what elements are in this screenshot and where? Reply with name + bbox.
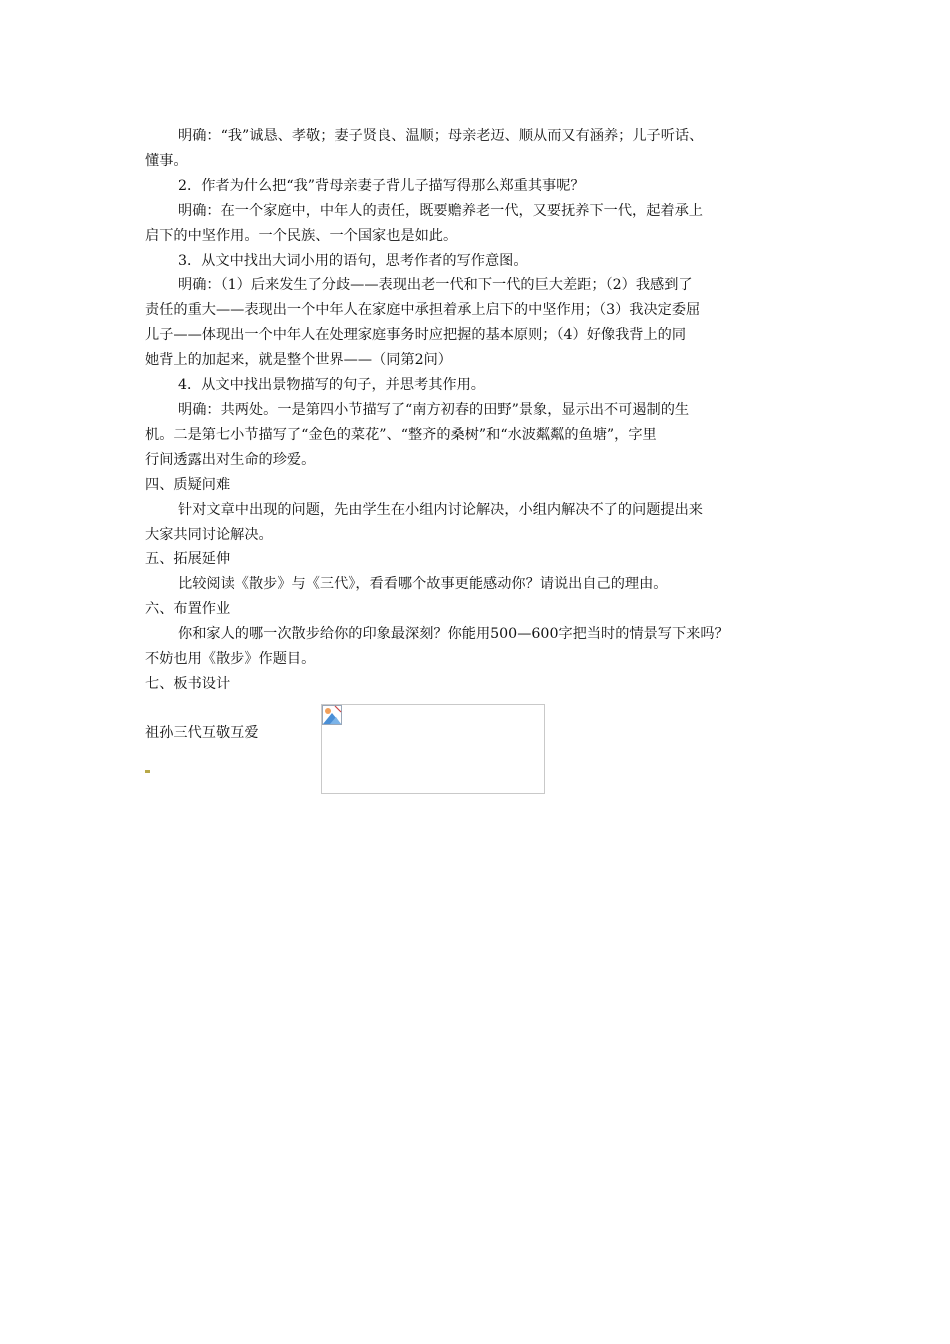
text-line: 3．从文中找出大词小用的语句，思考作者的写作意图。 [178,252,528,269]
text-line: 四、质疑问难 [145,476,231,493]
text-line: 明确：共两处。一是第四小节描写了“南方初春的田野”景象，显示出不可遏制的生 [178,401,690,418]
text-line: 机。二是第七小节描写了“金色的菜花”、“整齐的桑树”和“水波粼粼的鱼塘”，字里 [145,426,657,443]
text-line: 你和家人的哪一次散步给你的印象最深刻？你能用500—600字把当时的情景写下来吗？ [178,626,729,643]
text-line: 2．作者为什么把“我”背母亲妻子背儿子描写得那么郑重其事呢？ [178,177,585,194]
blackboard-design [145,704,565,804]
text-line: 责任的重大——表现出一个中年人在家庭中承担着承上启下的中坚作用；（3）我决定委屈 [145,302,701,319]
image-placeholder [321,704,545,794]
text-line: 七、板书设计 [145,675,231,692]
text-line: 行间透露出对生命的珍爱。 [145,451,316,468]
text-line: 明确：“我”诚恳、孝敬；妻子贤良、温顺；母亲老迈、顺从而又有涵养；儿子听话、 [178,128,704,144]
text-line: 比较阅读《散步》与《三代》，看看哪个故事更能感动你？请说出自己的理由。 [178,576,668,593]
text-line: 4．从文中找出景物描写的句子，并思考其作用。 [178,377,485,394]
text-line: 儿子——体现出一个中年人在处理家庭事务时应把握的基本原则；（4）好像我背上的同 [145,327,687,344]
text-line: 启下的中坚作用。一个民族、一个国家也是如此。 [145,227,458,244]
text-line: 六、布置作业 [145,601,231,618]
text-line: 她背上的加起来，就是整个世界——（同第2问） [145,352,452,369]
blackboard-text: 祖孙三代互敬互爱 [145,725,259,741]
text-line: 五、拓展延伸 [145,551,231,568]
text-line: 不妨也用《散步》作题目。 [145,651,316,668]
text-line: 懂事。 [145,152,188,169]
text-line: 针对文章中出现的问题，先由学生在小组内讨论解决，小组内解决不了的问题提出来 [178,501,703,518]
document-body [145,124,805,697]
text-line: 明确：（1）后来发生了分歧——表现出老一代和下一代的巨大差距；（2）我感到了 [178,277,693,294]
text-line: 明确：在一个家庭中，中年人的责任，既要赡养老一代，又要抚养下一代，起着承上 [178,202,703,219]
annotation-mark [145,770,150,773]
broken-image-icon [322,705,342,725]
text-line: 大家共同讨论解决。 [145,526,273,543]
